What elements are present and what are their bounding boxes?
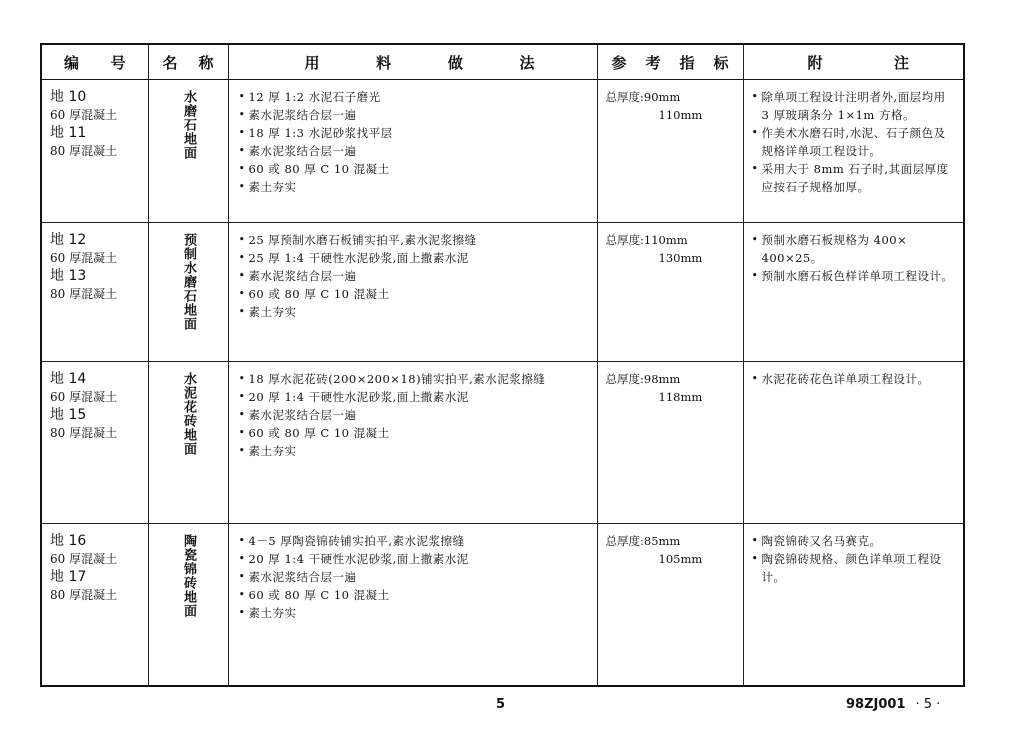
method-step: • 60 或 80 厚 C 10 混凝土: [241, 586, 589, 604]
floor-name: 水泥花砖地面: [181, 372, 196, 457]
floor-code: 地 16: [50, 533, 87, 550]
method-step: • 60 或 80 厚 C 10 混凝土: [241, 285, 589, 303]
method-step: • 20 厚 1:4 干硬性水泥砂浆,面上撒素水泥: [241, 388, 589, 406]
note-item: • 水泥花砖花色详单项工程设计。: [754, 370, 958, 388]
thickness-label: 60 厚混凝土: [50, 390, 118, 405]
table-header-row: [41, 44, 964, 80]
header-code: 编 号: [41, 44, 148, 80]
thickness-label: 60 厚混凝土: [50, 251, 118, 266]
floor-code: 地 17: [50, 569, 87, 586]
total-thickness: 总厚度:90mm: [605, 90, 681, 104]
page-number: 5: [496, 697, 506, 712]
floor-name: 预制水磨石地面: [181, 233, 196, 332]
method-step: • 18 厚水泥花砖(200×200×18)铺实拍平,素水泥浆擦缝: [241, 370, 589, 388]
note-item: • 除单项工程设计注明者外,面层均用 3 厚玻璃条分 1×1m 方格。: [754, 88, 958, 124]
header-name: 名 称: [148, 44, 228, 80]
reference-cell: [597, 80, 743, 223]
document-code: [846, 697, 940, 712]
thickness-label: 60 厚混凝土: [50, 552, 118, 567]
notes-cell: [743, 80, 964, 223]
table-row: [41, 362, 964, 524]
method-step: • 60 或 80 厚 C 10 混凝土: [241, 424, 589, 442]
floor-name: 水磨石地面: [181, 90, 196, 160]
floor-code: 地 12: [50, 232, 87, 249]
method-step: • 素水泥浆结合层一遍: [241, 106, 589, 124]
doc-page: · 5 ·: [915, 697, 941, 712]
construction-spec-table: [40, 43, 965, 687]
table-row: [41, 524, 964, 686]
method-cell: [228, 223, 597, 362]
reference-cell: [597, 524, 743, 686]
notes-cell: [743, 524, 964, 686]
floor-code: 地 11: [50, 125, 87, 141]
code-cell: [41, 524, 148, 686]
method-step: • 20 厚 1:4 干硬性水泥砂浆,面上撒素水泥: [241, 550, 589, 568]
floor-code: 地 14: [50, 371, 87, 388]
note-item: • 陶瓷锦砖规格、颜色详单项工程设计。: [754, 550, 958, 586]
notes-cell: [743, 223, 964, 362]
method-step: • 4－5 厚陶瓷锦砖铺实拍平,素水泥浆擦缝: [241, 532, 589, 550]
code-cell: [41, 223, 148, 362]
name-cell: [148, 223, 228, 362]
total-thickness: 总厚度:98mm: [605, 372, 681, 387]
header-notes: 附 注: [743, 44, 964, 80]
method-step: • 25 厚预制水磨石板铺实拍平,素水泥浆擦缝: [241, 231, 589, 249]
code-cell: [41, 80, 148, 223]
method-cell: [228, 80, 597, 223]
thickness-label: 80 厚混凝土: [50, 588, 118, 603]
thickness-label: 80 厚混凝土: [50, 287, 118, 302]
name-cell: [148, 524, 228, 686]
note-item: • 预制水磨石板规格为 400× 400×25。: [754, 231, 958, 267]
method-step: • 素土夯实: [241, 303, 589, 321]
note-item: • 采用大于 8mm 石子时,其面层厚度应按石子规格加厚。: [754, 160, 958, 196]
notes-cell: [743, 362, 964, 524]
method-step: • 素水泥浆结合层一遍: [241, 267, 589, 285]
note-item: • 作美术水磨石时,水泥、石子颜色及规格详单项工程设计。: [754, 124, 958, 160]
method-cell: [228, 362, 597, 524]
header-method: 用 料 做 法: [228, 44, 597, 80]
doc-code: 98ZJ001: [846, 697, 906, 712]
note-item: • 预制水磨石板色样详单项工程设计。: [754, 267, 958, 285]
method-cell: [228, 524, 597, 686]
method-step: • 素水泥浆结合层一遍: [241, 568, 589, 586]
method-step: • 18 厚 1:3 水泥砂浆找平层: [241, 124, 589, 142]
method-step: • 素水泥浆结合层一遍: [241, 406, 589, 424]
method-step: • 素土夯实: [241, 178, 589, 196]
total-thickness: 总厚度:110mm: [605, 233, 688, 248]
method-step: • 素水泥浆结合层一遍: [241, 142, 589, 160]
thickness-label: 60 厚混凝土: [50, 108, 118, 122]
name-cell: [148, 362, 228, 524]
floor-code: 地 10: [50, 89, 87, 105]
method-step: • 25 厚 1:4 干硬性水泥砂浆,面上撒素水泥: [241, 249, 589, 267]
total-thickness-alt: 130mm: [658, 251, 703, 266]
header-reference: 参 考 指 标: [597, 44, 743, 80]
total-thickness-alt: 110mm: [658, 108, 703, 122]
total-thickness-alt: 105mm: [658, 552, 703, 567]
total-thickness-alt: 118mm: [658, 390, 703, 405]
method-step: • 素土夯实: [241, 442, 589, 460]
reference-cell: [597, 223, 743, 362]
name-cell: [148, 80, 228, 223]
floor-code: 地 13: [50, 268, 87, 285]
table-row: [41, 223, 964, 362]
thickness-label: 80 厚混凝土: [50, 426, 118, 441]
table-row: [41, 80, 964, 223]
thickness-label: 80 厚混凝土: [50, 144, 118, 158]
reference-cell: [597, 362, 743, 524]
note-item: • 陶瓷锦砖又名马赛克。: [754, 532, 958, 550]
method-step: • 60 或 80 厚 C 10 混凝土: [241, 160, 589, 178]
method-step: • 素土夯实: [241, 604, 589, 622]
code-cell: [41, 362, 148, 524]
floor-code: 地 15: [50, 407, 87, 424]
floor-name: 陶瓷锦砖地面: [181, 534, 196, 619]
method-step: • 12 厚 1:2 水泥石子磨光: [241, 88, 589, 106]
total-thickness: 总厚度:85mm: [605, 534, 681, 549]
